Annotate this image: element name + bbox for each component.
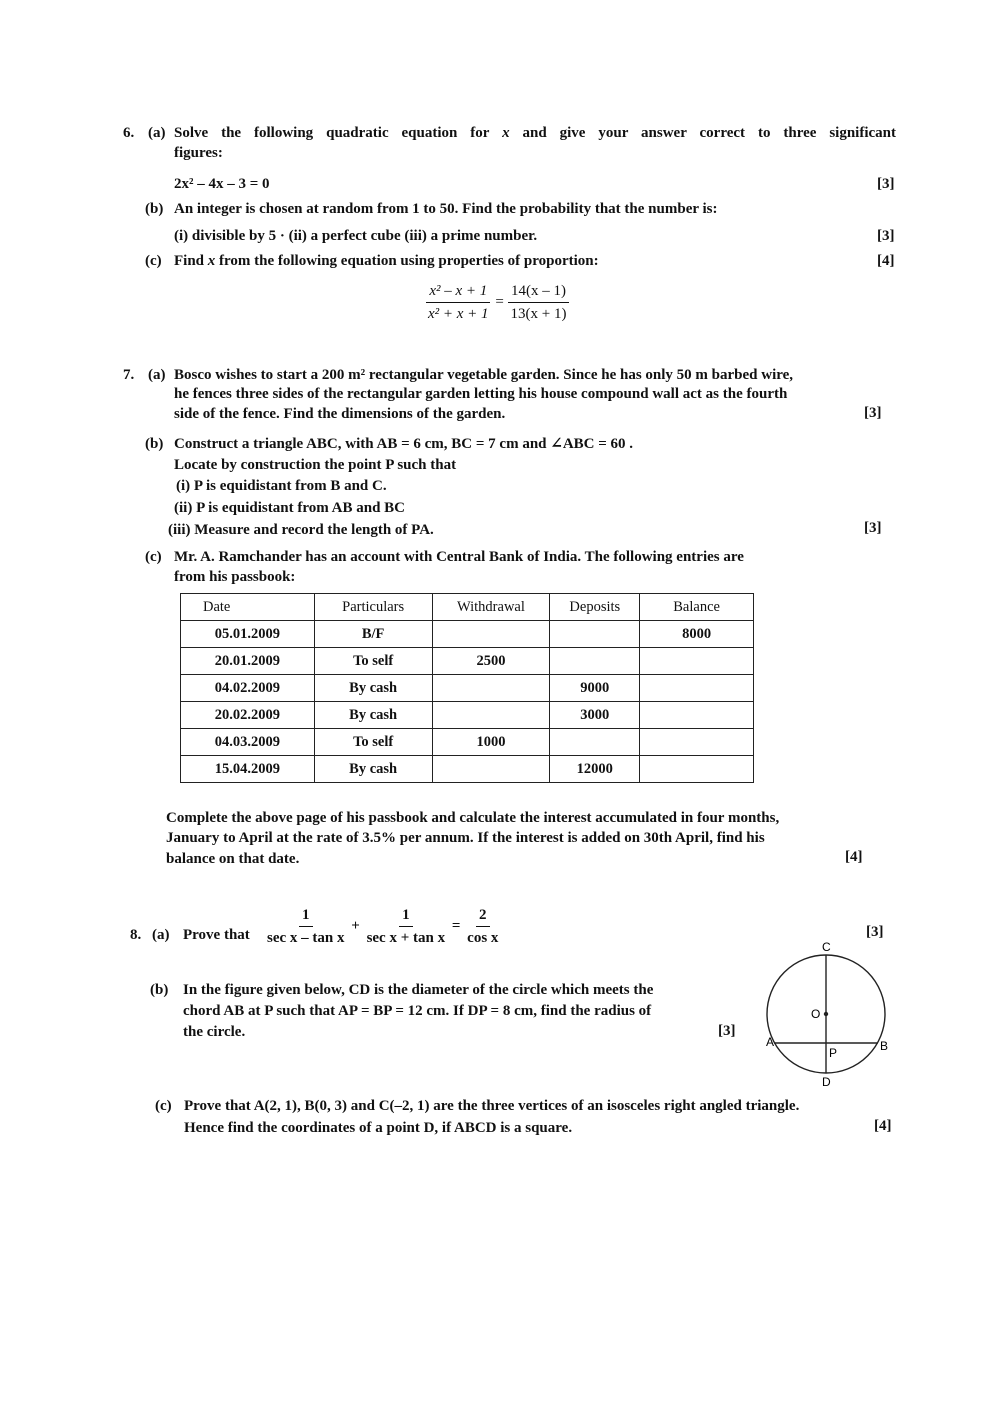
q8b-text-line3: the circle. <box>183 1024 246 1040</box>
q8a-f2-denominator: sec x + tan x <box>366 930 446 946</box>
q6c-text <box>174 251 599 271</box>
q6c-frac2-numerator: 14(x – 1) <box>508 282 569 303</box>
q8a-f3-denominator: cos x <box>467 930 499 946</box>
cell-balance <box>640 702 754 729</box>
q7c-after-line1: Complete the above page of his passbook and calculate the interest accumulated in four months, <box>166 810 780 826</box>
passbook-header-row <box>181 594 754 621</box>
cell-date: 04.02.2009 <box>181 675 315 702</box>
label-d: D <box>822 1075 831 1089</box>
q7c-marks: [4] <box>845 849 863 865</box>
column-header-withdrawal: Withdrawal <box>432 594 550 621</box>
q7b-part-ii: (ii) P is equidistant from AB and BC <box>174 500 406 516</box>
q6c-fraction-right <box>508 282 570 323</box>
cell-balance <box>640 756 754 783</box>
passbook-table <box>180 593 754 783</box>
q6b-label: (b) <box>145 201 164 217</box>
cell-withdrawal <box>432 702 550 729</box>
q8a-identity <box>264 906 501 947</box>
q6a-text-post: and give your answer correct to three significant <box>522 125 896 141</box>
cell-withdrawal <box>432 756 550 783</box>
q7c-after-line2: January to April at the rate of 3.5% per annum. If the interest is added on 30th April, find his <box>166 830 765 846</box>
q8a-f1-denominator: sec x – tan x <box>267 930 345 946</box>
q7a-marks: [3] <box>864 405 882 421</box>
q6c-equation <box>425 282 569 323</box>
q7b-text-line1: Construct a triangle ABC, with AB = 6 cm, BC = 7 cm and ∠ABC = 60 . <box>174 436 634 452</box>
q6a-var: x <box>502 125 510 141</box>
column-header-date: Date <box>181 594 315 621</box>
q6c-frac1-numerator: x² – x + 1 <box>426 282 490 303</box>
center-point <box>824 1012 828 1016</box>
column-header-balance: Balance <box>640 594 754 621</box>
table-row <box>181 729 754 756</box>
circle-figure <box>755 930 905 1090</box>
q7b-label: (b) <box>145 436 164 452</box>
cell-withdrawal <box>432 675 550 702</box>
cell-withdrawal: 2500 <box>432 648 550 675</box>
cell-withdrawal <box>432 621 550 648</box>
q7a-text-line3: side of the fence. Find the dimensions of the garden. <box>174 406 506 422</box>
label-c: C <box>822 940 831 954</box>
cell-particulars: By cash <box>314 675 432 702</box>
table-row <box>181 756 754 783</box>
column-header-particulars: Particulars <box>314 594 432 621</box>
q8-number: 8. <box>130 927 142 943</box>
q8a-equals: = <box>451 917 461 934</box>
q8a-plus: + <box>351 917 360 934</box>
q6c-var: x <box>207 253 216 269</box>
cell-deposits <box>550 621 640 648</box>
cell-balance <box>640 648 754 675</box>
table-row <box>181 621 754 648</box>
cell-particulars: B/F <box>314 621 432 648</box>
label-b: B <box>880 1039 889 1053</box>
q6c-text-post: from the following equation using properties of proportion: <box>219 253 599 269</box>
q6a-marks: [3] <box>877 176 895 192</box>
cell-balance <box>640 675 754 702</box>
q8a-fraction-3 <box>464 906 501 947</box>
q7c-text-line2: from his passbook: <box>174 569 296 585</box>
cell-date: 20.01.2009 <box>181 648 315 675</box>
q8c-text-line2: Hence find the coordinates of a point D, if ABCD is a square. <box>184 1120 573 1136</box>
label-p: P <box>829 1046 838 1060</box>
q7b-marks: [3] <box>864 520 882 536</box>
table-row <box>181 702 754 729</box>
q7a-label: (a) <box>148 367 166 383</box>
q7a-text-line1: Bosco wishes to start a 200 m² rectangular vegetable garden. Since he has only 50 m barbed wire, <box>174 367 794 383</box>
cell-date: 15.04.2009 <box>181 756 315 783</box>
q8a-f3-numerator: 2 <box>476 906 490 927</box>
q8a-text: Prove that <box>183 927 250 943</box>
table-row <box>181 648 754 675</box>
q6c-fraction-left <box>425 282 492 323</box>
cell-particulars: By cash <box>314 702 432 729</box>
q6a-text-line2: figures: <box>174 145 223 161</box>
cell-balance <box>640 729 754 756</box>
q8b-text-line2: chord AB at P such that AP = BP = 12 cm. If DP = 8 cm, find the radius of <box>183 1003 652 1019</box>
table-row <box>181 675 754 702</box>
q6c-marks: [4] <box>877 253 895 269</box>
q6b-text: An integer is chosen at random from 1 to 50. Find the probability that the number is: <box>174 201 718 217</box>
cell-deposits <box>550 729 640 756</box>
column-header-deposits: Deposits <box>550 594 640 621</box>
cell-withdrawal: 1000 <box>432 729 550 756</box>
q8a-f1-numerator: 1 <box>299 906 313 927</box>
q6a-text-pre: Solve the following quadratic equation for <box>174 125 490 141</box>
q8b-label: (b) <box>150 982 169 998</box>
q6a-label: (a) <box>148 125 166 141</box>
cell-particulars: To self <box>314 648 432 675</box>
q6b-parts: (i) divisible by 5 · (ii) a perfect cube (iii) a prime number. <box>174 228 538 244</box>
label-a: A <box>766 1035 775 1049</box>
q7c-after-line3: balance on that date. <box>166 851 300 867</box>
cell-date: 04.03.2009 <box>181 729 315 756</box>
cell-deposits: 12000 <box>550 756 640 783</box>
cell-deposits: 3000 <box>550 702 640 729</box>
label-o: O <box>811 1007 821 1021</box>
q7a-text-line2: he fences three sides of the rectangular garden letting his house compound wall act as the fourth <box>174 386 788 402</box>
q6a-equation: 2x² – 4x – 3 = 0 <box>174 176 270 192</box>
q6c-frac2-denominator: 13(x + 1) <box>510 306 567 322</box>
q8a-label: (a) <box>152 927 170 943</box>
q7-number: 7. <box>123 367 135 383</box>
q6a-text-line1 <box>174 123 896 143</box>
q8b-marks: [3] <box>718 1023 736 1039</box>
q8c-text-line1: Prove that A(2, 1), B(0, 3) and C(–2, 1) are the three vertices of an isosceles right angled triangle. <box>184 1098 800 1114</box>
q6-number: 6. <box>123 125 135 141</box>
q7b-text-line2: Locate by construction the point P such that <box>174 457 457 473</box>
q8a-fraction-1 <box>264 906 348 947</box>
cell-date: 20.02.2009 <box>181 702 315 729</box>
cell-deposits: 9000 <box>550 675 640 702</box>
q6c-text-pre: Find <box>174 253 205 269</box>
cell-particulars: To self <box>314 729 432 756</box>
q8a-marks: [3] <box>866 924 884 940</box>
q6c-label: (c) <box>145 253 162 269</box>
q6c-frac1-denominator: x² + x + 1 <box>428 306 489 322</box>
q6c-equals: = <box>495 293 504 310</box>
q8c-marks: [4] <box>874 1118 892 1134</box>
q6b-marks: [3] <box>877 228 895 244</box>
cell-deposits <box>550 648 640 675</box>
q7b-part-iii: (iii) Measure and record the length of PA. <box>168 522 434 538</box>
cell-date: 05.01.2009 <box>181 621 315 648</box>
q7c-text-line1: Mr. A. Ramchander has an account with Central Bank of India. The following entries are <box>174 549 744 565</box>
q8c-label: (c) <box>155 1098 172 1114</box>
cell-particulars: By cash <box>314 756 432 783</box>
q7c-label: (c) <box>145 549 162 565</box>
q7b-part-i: (i) P is equidistant from B and C. <box>176 478 387 494</box>
q8a-f2-numerator: 1 <box>399 906 413 927</box>
q8b-text-line1: In the figure given below, CD is the diameter of the circle which meets the <box>183 982 654 998</box>
cell-balance: 8000 <box>640 621 754 648</box>
q8a-fraction-2 <box>364 906 449 947</box>
